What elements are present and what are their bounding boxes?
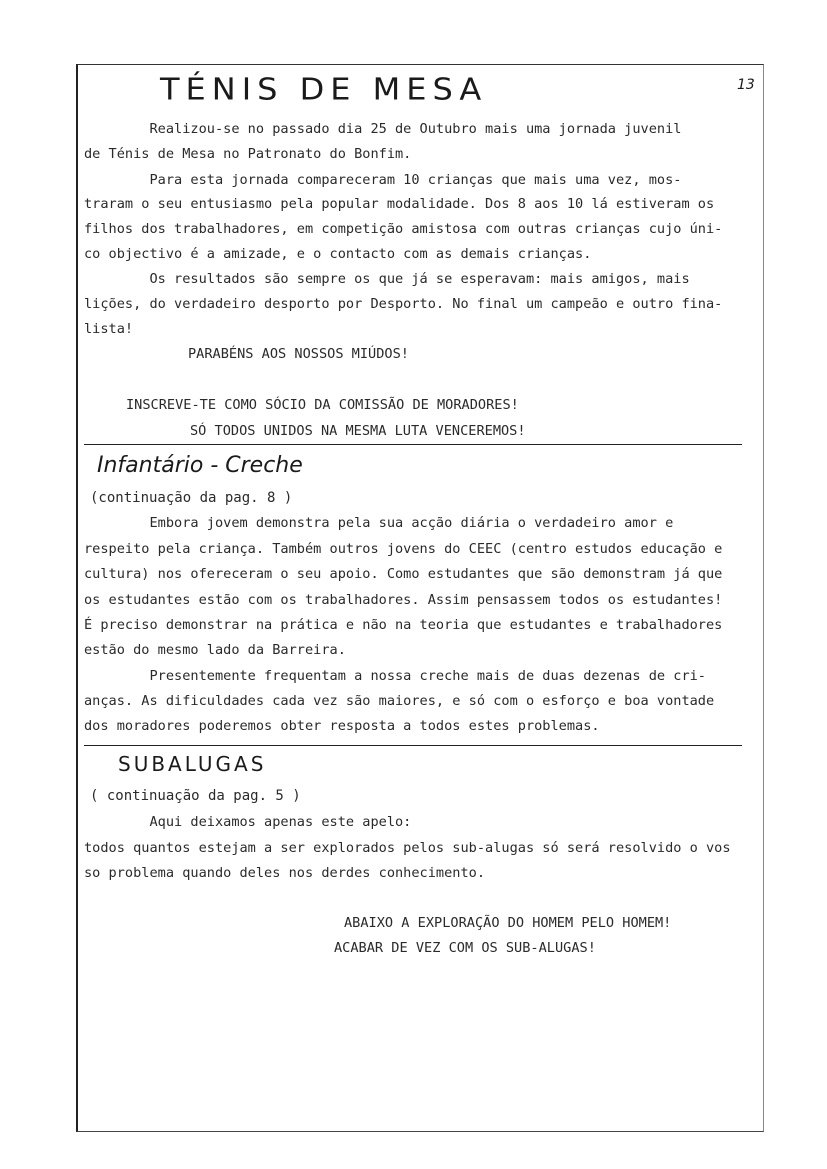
section-divider xyxy=(84,745,742,746)
slogan-subalugas: ACABAR DE VEZ COM OS SUB-ALUGAS! xyxy=(334,940,596,956)
article1-line: de Ténis de Mesa no Patronato do Bonfim. xyxy=(84,146,412,162)
continuation-note: (continuação da pag. 8 ) xyxy=(90,490,293,506)
article-title-subalugas: SUBALUGAS xyxy=(118,752,267,776)
slogan-inscreve: INSCREVE-TE COMO SÓCIO DA COMISSÃO DE MORADORES! xyxy=(126,397,519,413)
article3-line: so problema quando deles nos derdes conhecimento. xyxy=(84,865,486,881)
article3-line: todos quantos estejam a ser explorados pelos sub-alugas só será resolvido o vos xyxy=(84,840,731,856)
article-title-tenis: TÉNIS DE MESA xyxy=(160,70,488,108)
slogan-unidos: SÓ TODOS UNIDOS NA MESMA LUTA VENCEREMOS! xyxy=(190,423,526,439)
article1-line: filhos dos trabalhadores, em competição amistosa com outras crianças cujo úni- xyxy=(84,221,723,237)
article1-line: lista! xyxy=(84,321,134,337)
section-divider xyxy=(84,444,742,445)
article2-line: dos moradores poderemos obter resposta a todos estes problemas. xyxy=(84,718,600,734)
article2-line: estão do mesmo lado da Barreira. xyxy=(84,642,346,658)
article2-line: anças. As dificuldades cada vez são maiores, e só com o esforço e boa vontade xyxy=(84,693,715,709)
article3-line: Aqui deixamos apenas este apelo: xyxy=(84,814,412,830)
article1-line: Os resultados são sempre os que já se esperavam: mais amigos, mais xyxy=(84,271,690,287)
article2-line: os estudantes estão com os trabalhadores. Assim pensassem todos os estudantes! xyxy=(84,592,723,608)
article2-line: respeito pela criança. Também outros jovens do CEEC (centro estudos educação e xyxy=(84,541,723,557)
article2-line: É preciso demonstrar na prática e não na teoria que estudantes e trabalhadores xyxy=(84,617,723,633)
article2-line: cultura) nos ofereceram o seu apoio. Como estudantes que são demonstram já que xyxy=(84,566,723,582)
article2-line: Embora jovem demonstra pela sua acção diária o verdadeiro amor e xyxy=(84,515,674,531)
congrats-line: PARABÉNS AOS NOSSOS MIÚDOS! xyxy=(188,346,409,362)
continuation-note: ( continuação da pag. 5 ) xyxy=(90,788,301,804)
page-number: 13 xyxy=(737,77,755,93)
article1-line: lições, do verdadeiro desporto por Desporto. No final um campeão e outro fina- xyxy=(84,296,723,312)
article1-line: Para esta jornada compareceram 10 crianças que mais uma vez, mos- xyxy=(84,172,682,188)
slogan-exploracao: ABAIXO A EXPLORAÇÃO DO HOMEM PELO HOMEM! xyxy=(344,915,672,931)
article-title-creche: Infantário - Creche xyxy=(97,453,303,478)
article1-line: traram o seu entusiasmo pela popular modalidade. Dos 8 aos 10 lá estiveram os xyxy=(84,196,715,212)
article1-line: Realizou-se no passado dia 25 de Outubro mais uma jornada juvenil xyxy=(84,121,682,137)
article2-line: Presentemente frequentam a nossa creche mais de duas dezenas de cri- xyxy=(84,668,706,684)
article1-line: co objectivo é a amizade, e o contacto com as demais crianças. xyxy=(84,246,592,262)
